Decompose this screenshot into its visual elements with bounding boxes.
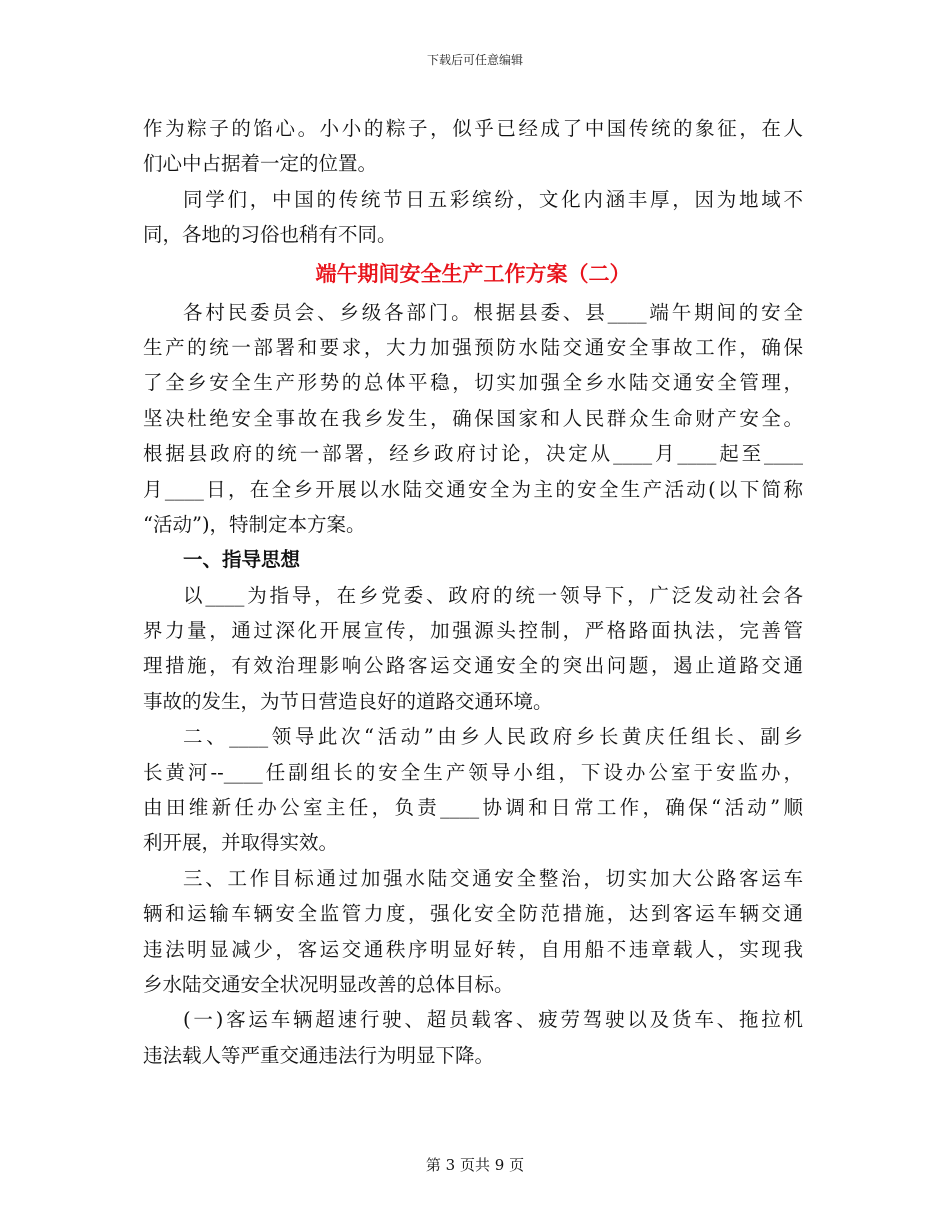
paragraph-line: 作为粽子的馅心。小小的粽子，似乎已经成了中国传统的象征，在人 — [143, 117, 803, 140]
paragraph-line: 长黄河--____任副组长的安全生产领导小组，下设办公室于安监办， — [143, 760, 803, 784]
paragraph-line: 们心中占据着一定的位置。 — [143, 152, 378, 176]
paragraph-line: 月____日，在全乡开展以水陆交通安全为主的安全生产活动(以下简称 — [143, 477, 803, 501]
document-body — [143, 111, 803, 1073]
section-heading: 一、指导思想 — [183, 548, 301, 572]
paragraph-line: 以____为指导，在乡党委、政府的统一领导下，广泛发动社会各 — [183, 583, 803, 607]
paragraph-line: 各村民委员会、乡级各部门。根据县委、县____端午期间的安全 — [183, 300, 803, 324]
paragraph-line: 违法明显减少，客运交通秩序明显好转，自用船不违章载人，实现我 — [143, 937, 803, 961]
paragraph-line: 辆和运输车辆安全监管力度，强化安全防范措施，达到客运车辆交通 — [143, 902, 803, 926]
paragraph-line: 同学们，中国的传统节日五彩缤纷，文化内涵丰厚，因为地域不 — [183, 187, 803, 211]
paragraph-line: 根据县政府的统一部署，经乡政府讨论，决定从____月____起至____ — [143, 442, 803, 466]
paragraph-line: 违法载人等严重交通违法行为明显下降。 — [143, 1043, 495, 1067]
paragraph-line: 三、工作目标通过加强水陆交通安全整治，切实加大公路客运车 — [183, 866, 803, 890]
paragraph-line: 由田维新任办公室主任，负责____协调和日常工作，确保“活动”顺 — [143, 796, 803, 820]
paragraph-line: 同，各地的习俗也稍有不同。 — [143, 223, 397, 247]
paragraph-line: “活动”)，特制定本方案。 — [143, 512, 366, 536]
paragraph-line: 利开展，并取得实效。 — [143, 831, 339, 855]
paragraph-line: 了全乡安全生产形势的总体平稳，切实加强全乡水陆交通安全管理， — [143, 371, 803, 395]
paragraph-line: 坚决杜绝安全事故在我乡发生，确保国家和人民群众生命财产安全。 — [143, 406, 803, 430]
paragraph-line: 界力量，通过深化开展宣传，加强源头控制，严格路面执法，完善管 — [143, 619, 803, 643]
page-header: 下载后可任意编辑 — [426, 53, 523, 67]
paragraph-line: 事故的发生，为节日营造良好的道路交通环境。 — [143, 689, 553, 713]
paragraph-line: (一)客运车辆超速行驶、超员载客、疲劳驾驶以及货车、拖拉机 — [183, 1008, 803, 1032]
paragraph-line: 生产的统一部署和要求，大力加强预防水陆交通安全事故工作，确保 — [143, 335, 803, 359]
paragraph-line: 二、____领导此次“活动”由乡人民政府乡长黄庆任组长、副乡 — [183, 725, 803, 749]
paragraph-line: 乡水陆交通安全状况明显改善的总体目标。 — [143, 972, 514, 996]
paragraph-line: 理措施，有效治理影响公路客运交通安全的突出问题，遏止道路交通 — [143, 654, 803, 678]
document-title: 端午期间安全生产工作方案（二） — [315, 260, 631, 286]
page-footer: 第 3 页共 9 页 — [425, 1156, 525, 1174]
